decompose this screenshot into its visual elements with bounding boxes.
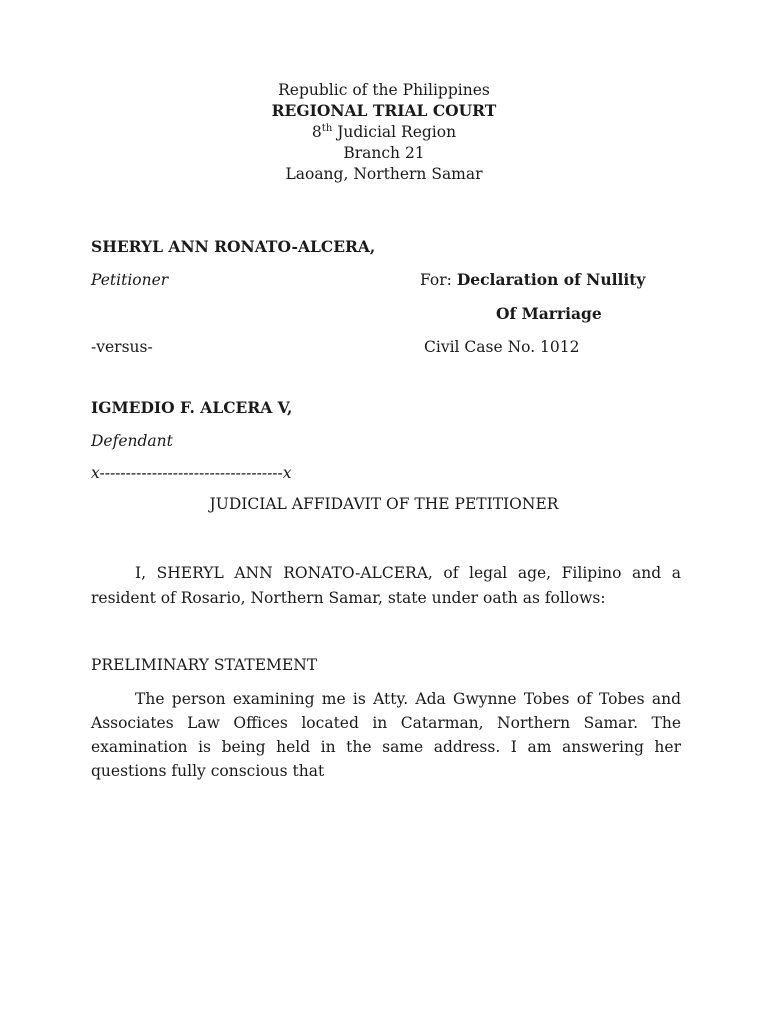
court-name: REGIONAL TRIAL COURT [271, 101, 497, 120]
caption-separator: x-----------------------------------x [91, 464, 292, 482]
intro-paragraph: I, SHERYL ANN RONATO-ALCERA, of legal age, Filipino and a resident of Rosario, Northern Samar, state under oath as follows: [91, 564, 681, 607]
civil-case-number: Civil Case No. 1012 [424, 338, 580, 356]
region-number: 8 [311, 123, 322, 141]
preliminary-paragraph: The person examining me is Atty. Ada Gwynne Tobes of Tobes and Associates Law Offices located in Catarman, Northern Samar. The examination is being held in the same address. I am answering her questions fully conscious that [91, 690, 681, 780]
for-label: For: [420, 271, 457, 289]
case-nature-line-2: Of Marriage [496, 304, 602, 323]
defendant-role: Defendant [91, 432, 173, 450]
defendant-name: IGMEDIO F. ALCERA V, [91, 398, 293, 417]
document-title: JUDICIAL AFFIDAVIT OF THE PETITIONER [209, 495, 559, 513]
petitioner-role: Petitioner [91, 271, 169, 289]
versus-label: -versus- [91, 338, 153, 356]
branch-line: Branch 21 [343, 144, 425, 162]
case-nature-line-1: Declaration of Nullity [456, 270, 646, 289]
region-ordinal: th [321, 123, 333, 134]
region-label: Judicial Region [332, 123, 457, 141]
judicial-region [0, 122, 768, 142]
court-location: Laoang, Northern Samar [285, 165, 483, 183]
republic-line: Republic of the Philippines [278, 81, 490, 99]
case-nature [420, 270, 645, 290]
section-heading: PRELIMINARY STATEMENT [91, 656, 318, 674]
petitioner-name: SHERYL ANN RONATO-ALCERA, [91, 237, 376, 256]
